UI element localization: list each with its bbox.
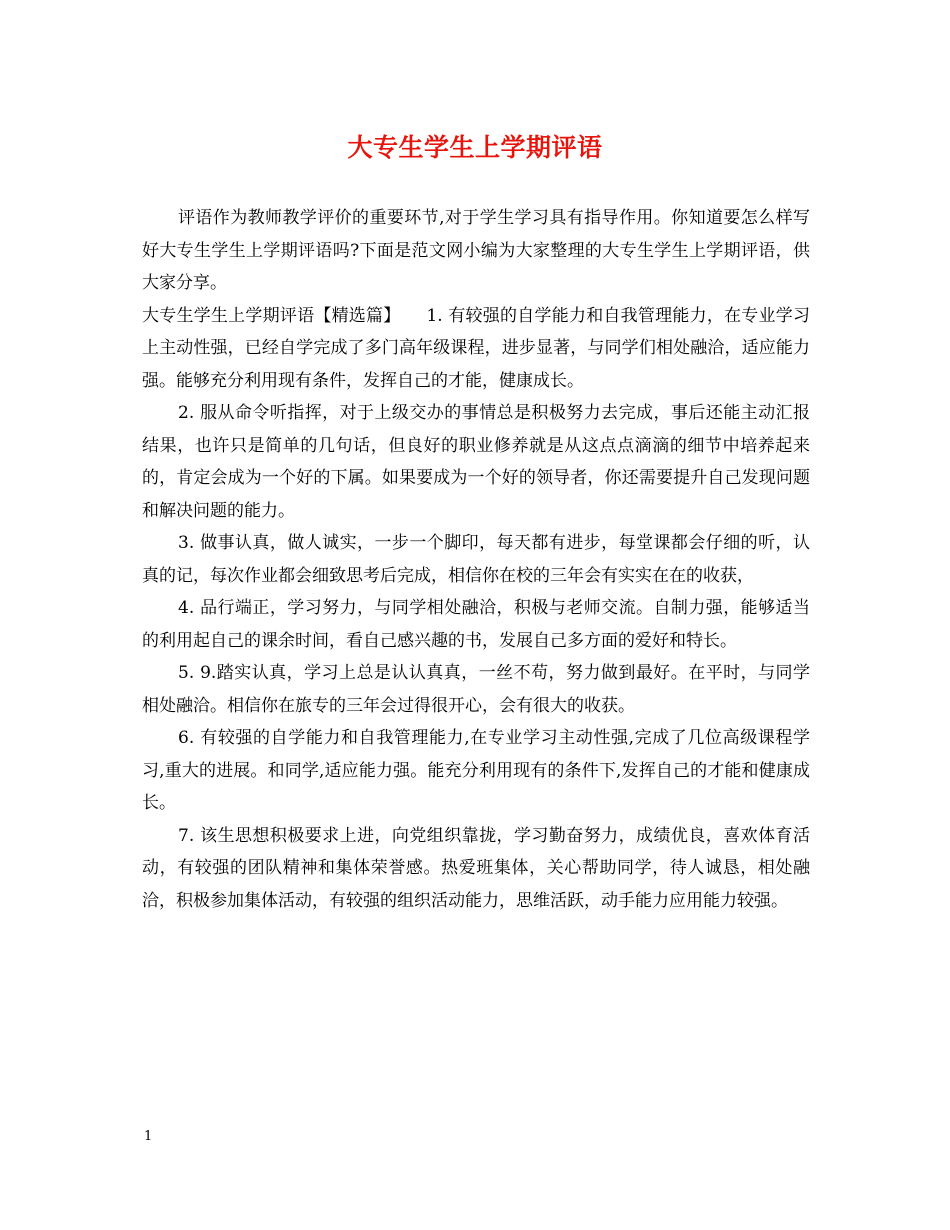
comment-item-2: 2. 服从命令听指挥，对于上级交办的事情总是积极努力去完成，事后还能主动汇报结果，也许只是简单的几句话，但良好的职业修养就是从这点点滴滴的细节中培养起来的，肯定会成为一个好的下属。如果要成为一个好的领导者，你还需要提升自己发现问题和解决问题的能力。 — [142, 403, 810, 521]
section-heading-paragraph: 大专生学生上学期评语【精选篇】 1. 有较强的自学能力和自我管理能力，在专业学习上主动性强，已经自学完成了多门高年级课程，进步显著，与同学们相处融洽，适应能力强。能够充分利用现有条件，发挥自己的才能，健康成长。 — [142, 305, 810, 391]
comment-item-3: 3. 做事认真，做人诚实，一步一个脚印，每天都有进步，每堂课都会仔细的听，认真的记，每次作业都会细致思考后完成，相信你在校的三年会有实实在在的收获， — [142, 533, 810, 586]
document-body — [142, 202, 810, 917]
page-title: 大专生学生上学期评语 — [347, 133, 603, 162]
page-number: 1 — [144, 1129, 153, 1144]
comment-item-7: 7. 该生思想积极要求上进，向党组织靠拢，学习勤奋努力，成绩优良，喜欢体育活动，有较强的团队精神和集体荣誉感。热爱班集体，关心帮助同学，待人诚恳，相处融洽，积极参加集体活动，有较强的组织活动能力，思维活跃，动手能力应用能力较强。 — [142, 825, 810, 911]
comment-item-5: 5. 9.踏实认真，学习上总是认认真真，一丝不苟，努力做到最好。在平时，与同学相处融洽。相信你在旅专的三年会过得很开心，会有很大的收获。 — [142, 663, 810, 716]
comment-item-4: 4. 品行端正，学习努力，与同学相处融洽，积极与老师交流。自制力强，能够适当的利用起自己的课余时间，看自己感兴趣的书，发展自己多方面的爱好和特长。 — [142, 598, 810, 651]
comment-item-6: 6. 有较强的自学能力和自我管理能力,在专业学习主动性强,完成了几位高级课程学习,重大的进展。和同学,适应能力强。能充分利用现有的条件下,发挥自己的才能和健康成长。 — [142, 728, 810, 813]
intro-paragraph: 评语作为教师教学评价的重要环节,对于学生学习具有指导作用。你知道要怎么样写好大专生学生上学期评语吗?下面是范文网小编为大家整理的大专生学生上学期评语，供大家分享。 — [142, 208, 810, 293]
